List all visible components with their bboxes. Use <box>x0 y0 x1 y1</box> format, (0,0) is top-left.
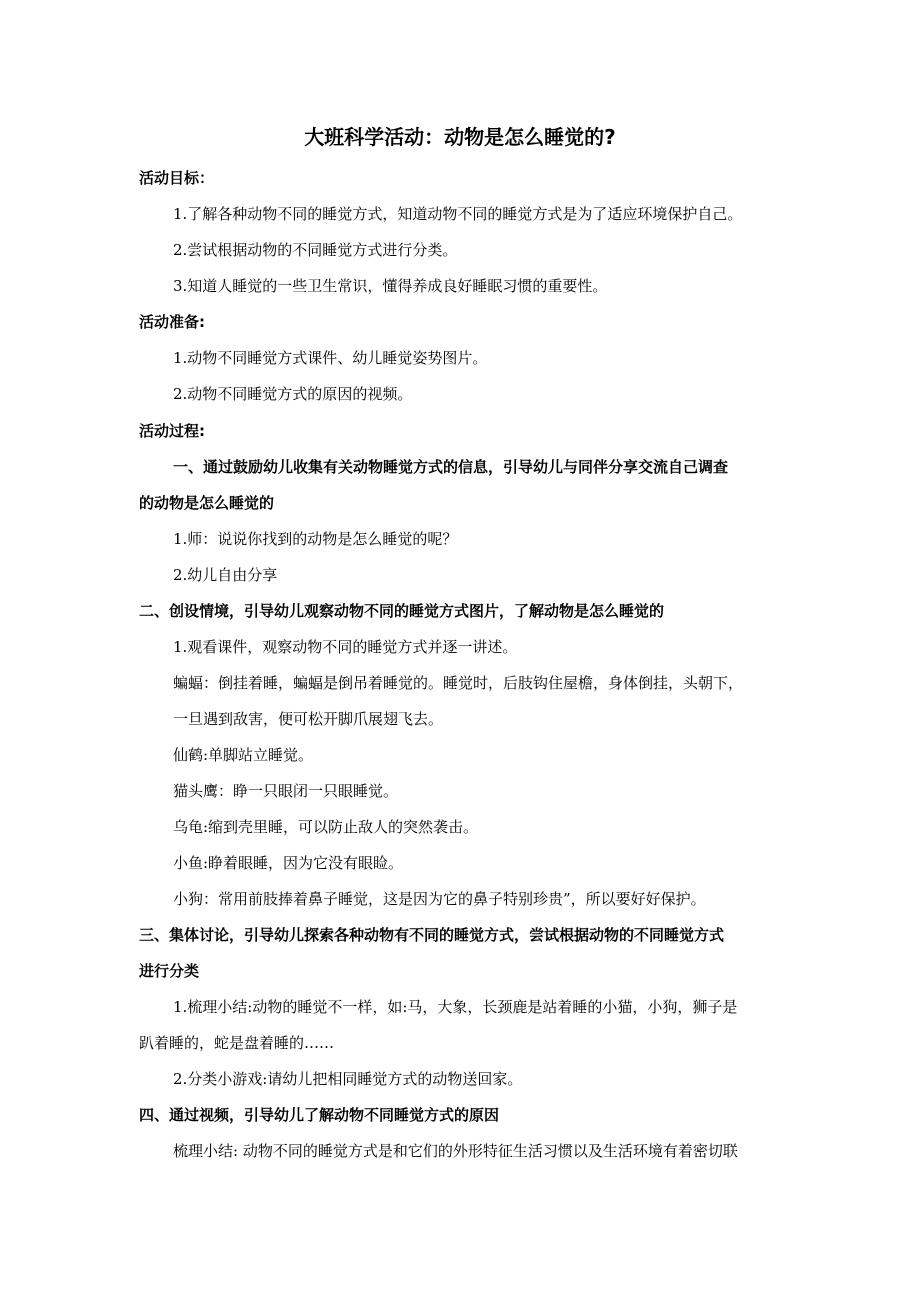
paragraph-line: 趴着睡的，蛇是盘着睡的…… <box>139 1034 335 1052</box>
section-heading: 一、通过鼓励幼儿收集有关动物睡觉方式的信息，引导幼儿与同伴分享交流自己调查 <box>173 458 729 476</box>
paragraph-line: 2.幼儿自由分享 <box>173 566 278 584</box>
section-heading: 的动物是怎么睡觉的 <box>139 494 275 512</box>
paragraph-line: 小狗：常用前肢捧着鼻子睡觉，这是因为它的鼻子特别珍贵”，所以要好好保护。 <box>173 890 706 908</box>
section-heading: 活动准备: <box>139 313 205 331</box>
paragraph-line: 2.分类小游戏:请幼儿把相同睡觉方式的动物送回家。 <box>173 1070 523 1088</box>
document-title: 大班科学活动：动物是怎么睡觉的? <box>304 125 616 149</box>
section-heading: 三、集体讨论，引导幼儿探索各种动物有不同的睡觉方式，尝试根据动物的不同睡觉方式 <box>139 926 725 944</box>
paragraph-line: 一旦遇到敌害，便可松开脚爪展翅飞去。 <box>173 710 444 728</box>
section-heading: 活动目标： <box>139 169 215 187</box>
paragraph-line: 1.了解各种动物不同的睡觉方式，知道动物不同的睡觉方式是为了适应环境保护自己。 <box>173 205 743 223</box>
paragraph-line: 小鱼:睁着眼睡，因为它没有眼睑。 <box>173 854 404 872</box>
paragraph-line: 乌龟:缩到壳里睡，可以防止敌人的突然袭击。 <box>173 818 479 836</box>
paragraph-line: 蝙蝠：倒挂着睡，蝙蝠是倒吊着睡觉的。睡觉时，后肢钩住屋檐，身体倒挂，头朝下， <box>173 674 744 692</box>
paragraph-line: 2.动物不同睡觉方式的原因的视频。 <box>173 385 413 403</box>
section-heading: 四、通过视频，引导幼儿了解动物不同睡觉方式的原因 <box>139 1106 500 1124</box>
paragraph-line: 3.知道人睡觉的一些卫生常识，懂得养成良好睡眠习惯的重要性。 <box>173 277 608 295</box>
section-heading: 进行分类 <box>139 962 200 980</box>
paragraph-line: 1.观看课件，观察动物不同的睡觉方式并逐一讲述。 <box>173 638 518 656</box>
paragraph-line: 1.动物不同睡觉方式课件、幼儿睡觉姿势图片。 <box>173 349 488 367</box>
paragraph-line: 梳理小结: 动物不同的睡觉方式是和它们的外形特征生活习惯以及生活环境有着密切联 <box>173 1142 738 1160</box>
section-heading: 二、创设情境，引导幼儿观察动物不同的睡觉方式图片，了解动物是怎么睡觉的 <box>139 602 665 620</box>
paragraph-line: 仙鹤:单脚站立睡觉。 <box>173 746 314 764</box>
paragraph-line: 1.梳理小结:动物的睡觉不一样，如:马，大象，长颈鹿是站着睡的小猫，小狗，狮子是 <box>173 998 738 1016</box>
section-heading: 活动过程: <box>139 422 205 440</box>
paragraph-line: 2.尝试根据动物的不同睡觉方式进行分类。 <box>173 241 458 259</box>
paragraph-line: 猫头鹰：睁一只眼闭一只眼睡觉。 <box>173 782 399 800</box>
paragraph-line: 1.师：说说你找到的动物是怎么睡觉的呢？ <box>173 530 458 548</box>
